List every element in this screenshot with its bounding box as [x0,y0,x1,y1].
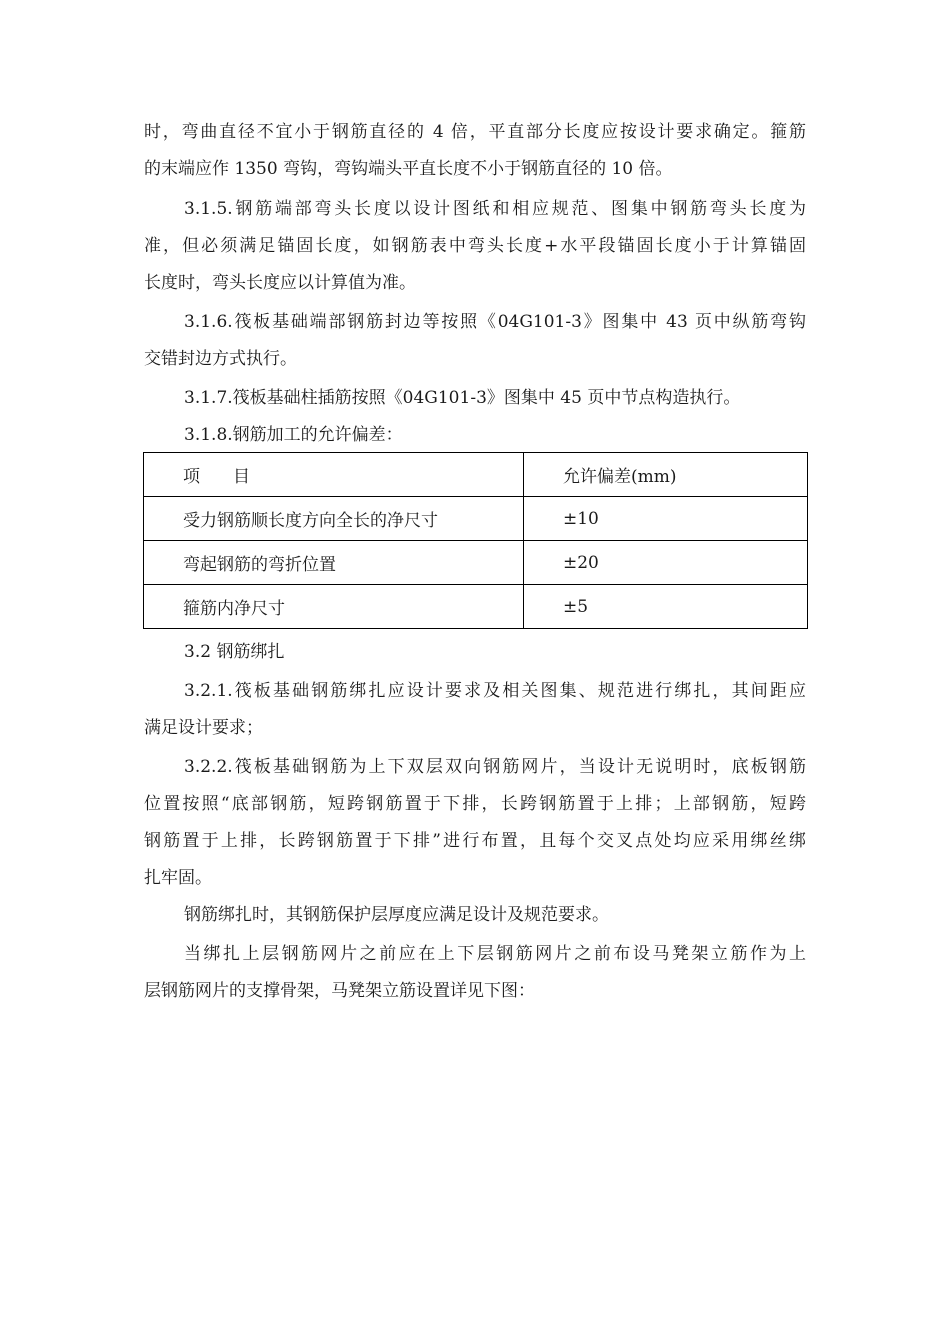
paragraph-line: 准，但必须满足锚固长度，如钢筋表中弯头长度+水平段锚固长度小于计算锚固 [144,236,806,256]
table-header-item [144,453,524,497]
paragraph-line: 时，弯曲直径不宜小于钢筋直径的 4 倍，平直部分长度应按设计要求确定。箍筋 [144,122,806,142]
paragraph-line: 长度时，弯头长度应以计算值为准。 [144,273,416,293]
paragraph-cover: 钢筋绑扎时，其钢筋保护层厚度应满足设计及规范要求。 [184,905,609,925]
table-row [144,541,808,585]
section-3-2-heading: 3.2 钢筋绑扎 [184,642,285,662]
table-cell-tolerance: ±20 [524,541,808,585]
paragraph-line: 钢筋置于上排，长跨钢筋置于下排”进行布置，且每个交叉点处均应采用绑丝绑 [144,831,806,851]
table-row [144,585,808,629]
header-item-char-a: 项 [183,467,200,487]
section-3-1-8: 3.1.8.钢筋加工的允许偏差： [184,425,403,445]
paragraph-line: 层钢筋网片的支撑骨架，马凳架立筋设置详见下图： [144,981,535,1001]
section-3-2-1: 3.2.1.筏板基础钢筋绑扎应设计要求及相关图集、规范进行绑扎，其间距应 [184,681,806,701]
table-row [144,497,808,541]
table-cell-item: 箍筋内净尺寸 [144,585,524,629]
paragraph-line: 的末端应作 1350 弯钩，弯钩端头平直长度不小于钢筋直径的 10 倍。 [144,159,673,179]
paragraph-line: 扎牢固。 [144,868,212,888]
paragraph-support: 当绑扎上层钢筋网片之前应在上下层钢筋网片之前布设马凳架立筋作为上 [184,944,806,964]
tolerance-table [143,452,808,629]
paragraph-line: 位置按照“底部钢筋，短跨钢筋置于下排，长跨钢筋置于上排；上部钢筋，短跨 [144,794,806,814]
table-cell-tolerance: ±10 [524,497,808,541]
table-cell-item: 受力钢筋顺长度方向全长的净尺寸 [144,497,524,541]
table-header-tolerance: 允许偏差(mm) [524,453,808,497]
table-cell-tolerance: ±5 [524,585,808,629]
section-3-1-6: 3.1.6.筏板基础端部钢筋封边等按照《04G101-3》图集中 43 页中纵筋弯钩 [184,312,806,332]
paragraph-line: 满足设计要求； [144,718,263,738]
section-3-2-2: 3.2.2.筏板基础钢筋为上下双层双向钢筋网片，当设计无说明时，底板钢筋 [184,757,806,777]
section-3-1-7: 3.1.7.筏板基础柱插筋按照《04G101-3》图集中 45 页中节点构造执行。 [184,388,741,408]
table-header-row [144,453,808,497]
table-cell-item: 弯起钢筋的弯折位置 [144,541,524,585]
section-3-1-5: 3.1.5.钢筋端部弯头长度以设计图纸和相应规范、图集中钢筋弯头长度为 [184,199,806,219]
header-item-char-b: 目 [233,467,250,487]
paragraph-line: 交错封边方式执行。 [144,349,297,369]
